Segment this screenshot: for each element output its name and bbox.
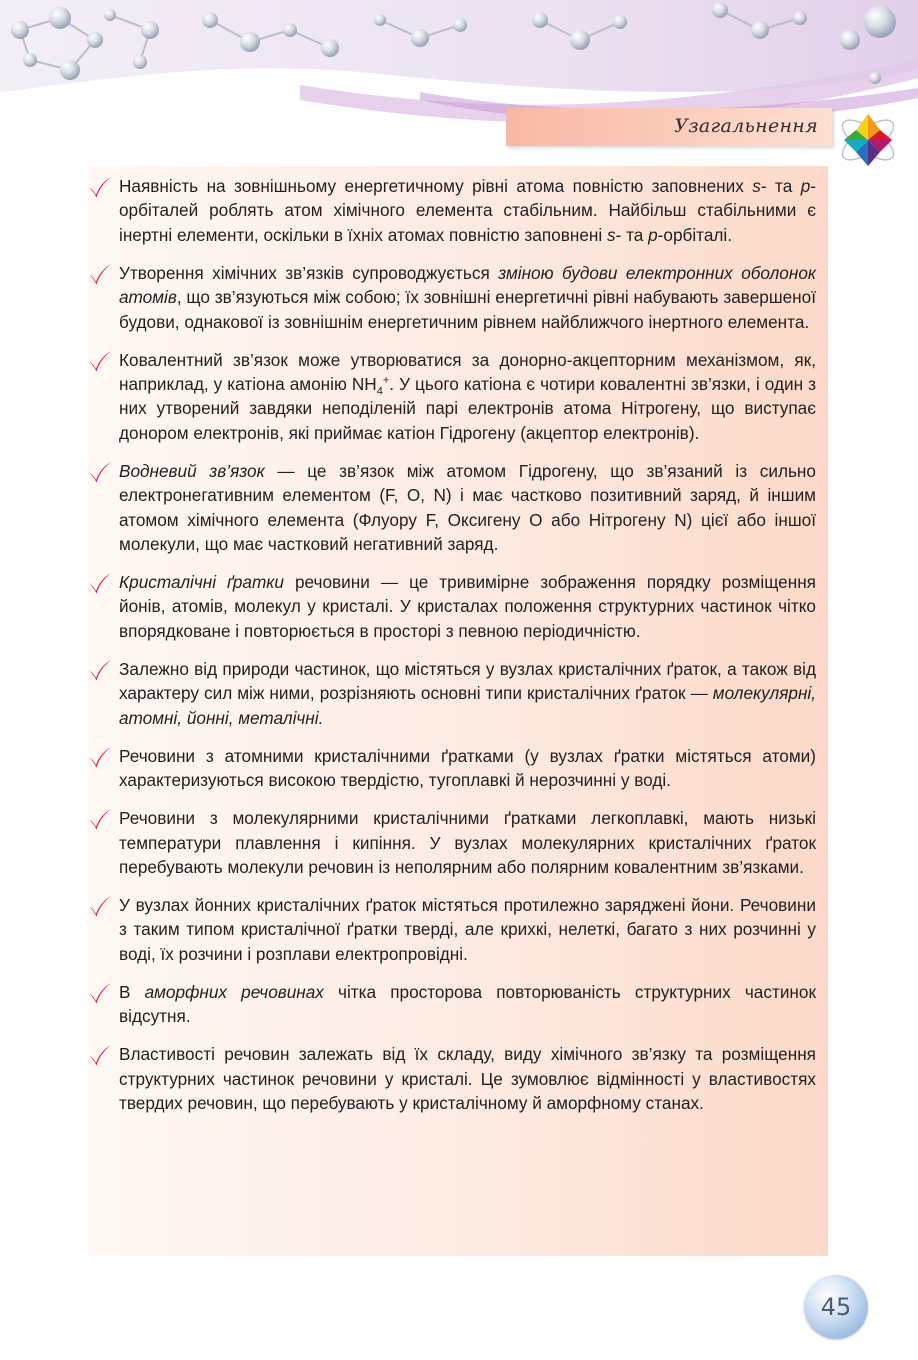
section-banner bbox=[506, 108, 832, 146]
checkmark-icon bbox=[88, 746, 112, 768]
item-text bbox=[119, 1042, 816, 1115]
list-item bbox=[119, 570, 816, 643]
item-text bbox=[119, 744, 816, 793]
page-number: 45 bbox=[804, 1275, 868, 1339]
text-run: , що зв’язуються між собою; їх зовнішні енергетичні рівні набувають завершеної будови, однакової із зовнішнім енергетичним рівнем найближчого інертного елемента. bbox=[119, 287, 816, 332]
checkmark-icon bbox=[88, 350, 112, 372]
text-run: чітка просторова повторюваність структурних частинок відсутня. bbox=[119, 981, 816, 1027]
checkmark-icon bbox=[88, 895, 112, 917]
checkmark-icon bbox=[88, 982, 112, 1004]
emphasis-text: s bbox=[752, 176, 761, 196]
summary-list bbox=[88, 166, 828, 1115]
text-run: Утворення хімічних зв’язків супроводжується bbox=[119, 262, 499, 283]
item-text bbox=[119, 806, 816, 879]
item-text bbox=[119, 980, 816, 1029]
emphasis-text: Водневий зв’язок bbox=[119, 460, 265, 481]
emphasis-text: s bbox=[606, 224, 616, 245]
text-run: Наявність на зовнішньому енергетичному рівні атома повністю заповнених bbox=[119, 176, 753, 196]
section-title: Узагальнення bbox=[674, 115, 818, 137]
text-run: В bbox=[119, 981, 145, 1002]
list-item bbox=[119, 1042, 816, 1115]
text-run: - та bbox=[615, 224, 649, 245]
list-item bbox=[119, 980, 816, 1029]
list-item bbox=[119, 348, 816, 446]
item-text bbox=[119, 459, 816, 557]
list-item bbox=[119, 459, 816, 557]
emphasis-text: p bbox=[800, 176, 811, 196]
checkmark-icon bbox=[88, 659, 112, 681]
text-run: речовини — це тривимірне зображення порядку розміщення йонів, атомів, молекул у кристалі. У кристалах положення структурних частинок чітко впорядковане і повторюється в просторі з певною періодичністю. bbox=[119, 572, 816, 641]
text-run: + bbox=[382, 374, 390, 387]
checkmark-icon bbox=[88, 461, 112, 483]
emphasis-text: зміною будови електронних оболонок атомів bbox=[119, 262, 817, 308]
item-text bbox=[119, 657, 816, 730]
list-item bbox=[119, 261, 816, 334]
checkmark-icon bbox=[88, 1044, 112, 1066]
emphasis-text: p bbox=[648, 224, 658, 245]
text-run: У вузлах йонних кристалічних ґраток містяться протилежно заряджені йони. Речовини з таким типом кристалічної ґратки тверді, але крихкі, нелеткі, багато з них розчинні у воді, їх розчини і розплави електропровідні. bbox=[119, 894, 816, 964]
text-run: -орбіталей роблять атом хімічного елемента стабільним. Найбільш стабільними є інертні елементи, оскільки в їхніх атомах повністю заповнені bbox=[119, 176, 816, 245]
list-item bbox=[119, 806, 816, 879]
list-item bbox=[119, 893, 816, 966]
text-run: 4 bbox=[376, 385, 383, 398]
list-item bbox=[119, 174, 816, 247]
text-run: Речовини з атомними кристалічними ґратками (у вузлах ґратки містяться атоми) характеризуються високою твердістю, тугоплавкі й нерозчинні у воді. bbox=[119, 745, 816, 791]
checkmark-icon bbox=[88, 808, 112, 830]
checkmark-icon bbox=[88, 263, 112, 285]
text-run: Ковалентний зв’язок може утворюватися за донорно-акцепторним механізмом, як, наприклад, у катіона амонію NH bbox=[119, 349, 816, 395]
section-logo-icon bbox=[830, 100, 900, 180]
emphasis-text: Кристалічні ґратки bbox=[119, 572, 284, 593]
checkmark-icon bbox=[88, 572, 112, 594]
emphasis-text: аморфних речовинах bbox=[144, 981, 324, 1002]
text-run: . У цього катіона є чотири ковалентні зв’язки, і один з них утворений завдяки неподіленій парі електронів атома Нітрогену, що виступає донором електронів, які приймає катіон Гідрогену (акцептор електронів). bbox=[119, 374, 816, 443]
text-run: Властивості речовин залежать від їх складу, виду хімічного зв’язку та розміщення структурних частинок речовини у кристалі. Це зумовлює відмінності у властивостях твердих речовин, що перебувають у кристалічному й аморфному станах. bbox=[119, 1044, 816, 1113]
item-text bbox=[119, 348, 816, 446]
item-text bbox=[119, 174, 816, 247]
text-run: — це зв’язок між атомом Гідрогену, що зв’язаний із сильно електронегативним елементом (F, O, N) і має частково позитивний заряд, й іншим атомом хімічного елемента (Флуору F, Оксигену O або Нітрогену N) цієї або іншої молекули, що має частковий негативний заряд. bbox=[119, 460, 816, 555]
text-run: Речовини з молекулярними кристалічними ґратками легкоплавкі, мають низькі температури плавлення і кипіння. У вузлах молекулярних кристалічних ґраток перебувають молекули речовин із неполярним або полярним ковалентним зв’язками. bbox=[119, 808, 816, 877]
item-text bbox=[119, 893, 816, 966]
item-text bbox=[119, 261, 816, 334]
text-run: - та bbox=[760, 176, 801, 196]
list-item bbox=[119, 657, 816, 730]
list-item bbox=[119, 744, 816, 793]
text-run: Залежно від природи частинок, що містяться у вузлах кристалічних ґраток, а також від характеру сил між ними, розрізняють основні типи кристалічних ґраток — bbox=[119, 658, 816, 704]
emphasis-text: молекулярні, атомні, йонні, металічні. bbox=[119, 683, 816, 728]
text-run: -орбіталі. bbox=[657, 224, 733, 245]
item-text bbox=[119, 570, 816, 643]
summary-panel bbox=[88, 166, 828, 1256]
checkmark-icon bbox=[88, 176, 112, 198]
